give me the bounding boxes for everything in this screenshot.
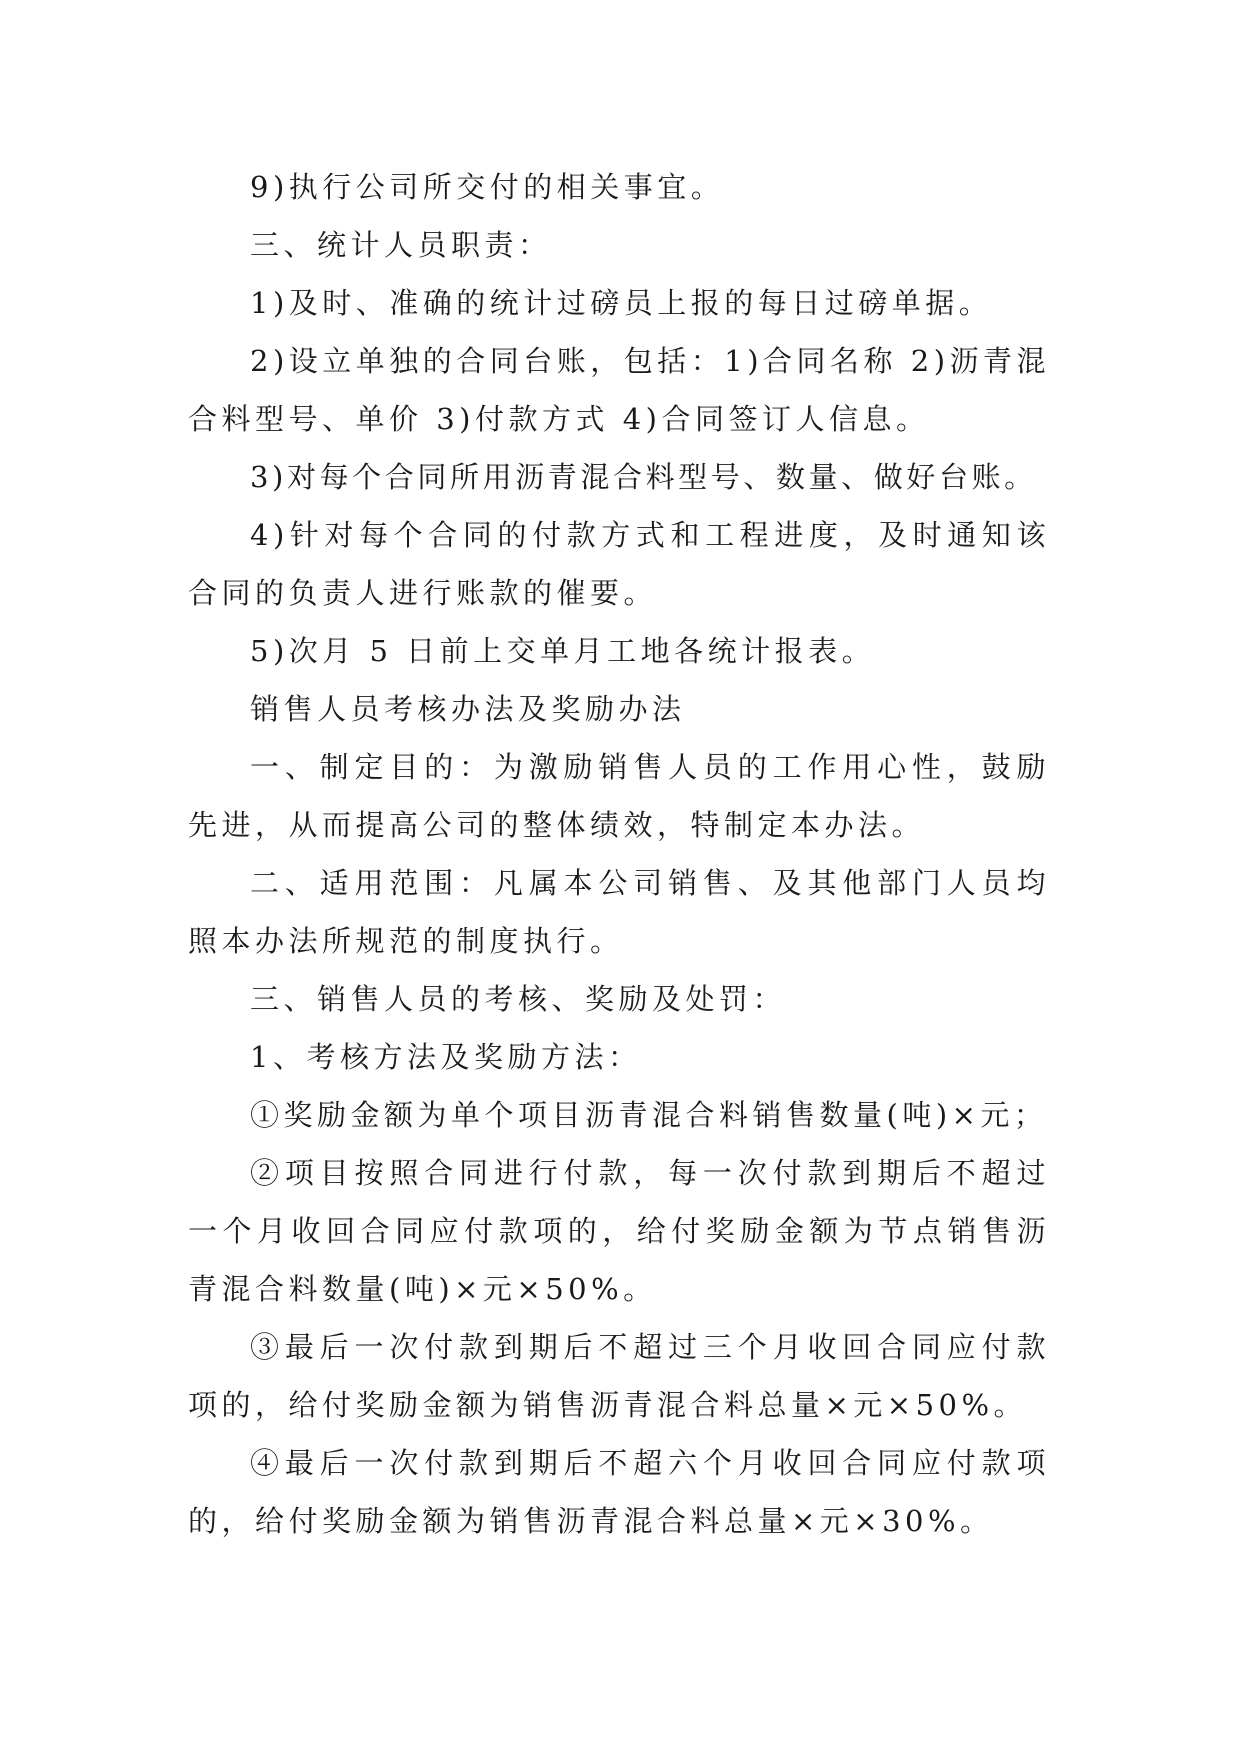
paragraph-stat-duty-4: 4)针对每个合同的付款方式和工程进度，及时通知该合同的负责人进行账款的催要。	[188, 518, 1050, 610]
paragraph-assessment-methods: 1、考核方法及奖励方法：	[250, 1040, 642, 1074]
paragraph-stat-duty-3: 3)对每个合同所用沥青混合料型号、数量、做好台账。	[250, 460, 1037, 494]
paragraph-stat-duty-2: 2)设立单独的合同台账，包括：1)合同名称 2)沥青混合料型号、单价 3)付款方式 4)合同签订人信息。	[188, 344, 1051, 436]
paragraph-reward-1: ①奖励金额为单个项目沥青混合料销售数量(吨)×元；	[250, 1098, 1048, 1132]
paragraph-stat-duty-1: 1)及时、准确的统计过磅员上报的每日过磅单据。	[250, 286, 993, 320]
paragraph-purpose: 一、制定目的：为激励销售人员的工作用心性，鼓励先进，从而提高公司的整体绩效，特制定本办法。	[188, 750, 1050, 842]
document-subtitle: 销售人员考核办法及奖励办法	[250, 692, 686, 726]
section-heading-statistician-duties: 三、统计人员职责：	[250, 228, 552, 262]
paragraph-reward-2: ②项目按照合同进行付款，每一次付款到期后不超过一个月收回合同应付款项的，给付奖励金额为节点销售沥青混合料数量(吨)×元×50%。	[188, 1156, 1050, 1306]
paragraph-reward-4: ④最后一次付款到期后不超六个月收回合同应付款项的，给付奖励金额为销售沥青混合料总量×元×30%。	[188, 1446, 1050, 1538]
paragraph-scope: 二、适用范围：凡属本公司销售、及其他部门人员均照本办法所规范的制度执行。	[188, 866, 1050, 958]
section-heading-sales-assessment: 三、销售人员的考核、奖励及处罚：	[250, 982, 787, 1016]
paragraph-stat-duty-5: 5)次月 5 日前上交单月工地各统计报表。	[250, 634, 876, 668]
paragraph-reward-3: ③最后一次付款到期后不超过三个月收回合同应付款项的，给付奖励金额为销售沥青混合料总量×元×50%。	[188, 1330, 1050, 1422]
paragraph-item-9: 9)执行公司所交付的相关事宜。	[250, 170, 725, 204]
document-body	[188, 158, 1050, 1550]
